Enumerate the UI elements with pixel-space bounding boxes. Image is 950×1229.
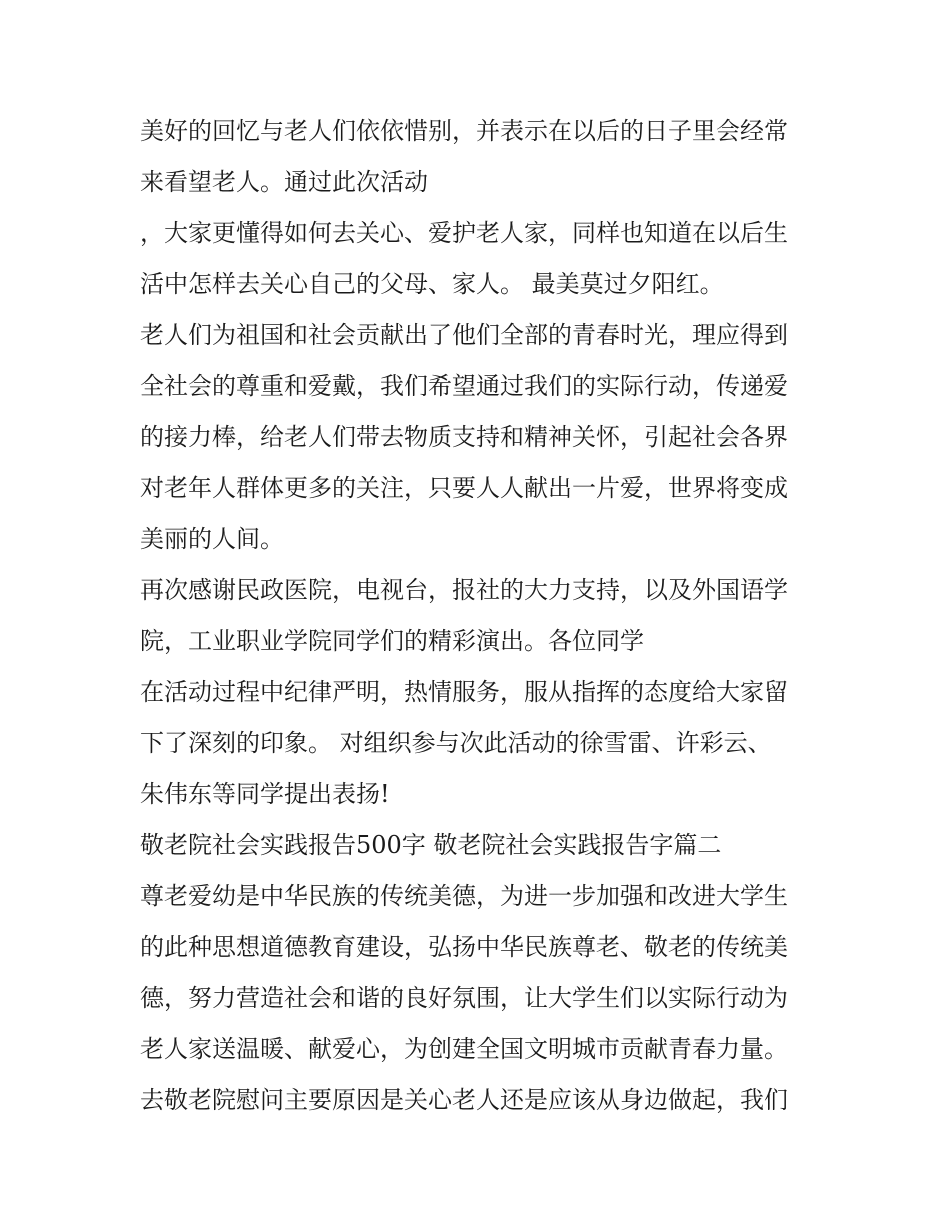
text-line: 下了深刻的印象。 对组织参与次此活动的徐雪雷、许彩云、: [140, 729, 772, 757]
section-heading: 敬老院社会实践报告500字 敬老院社会实践报告字篇二: [140, 831, 722, 859]
text-line: 朱伟东等同学提出表扬!: [140, 780, 390, 808]
text-line: 活中怎样去关心自己的父母、家人。 最美莫过夕阳红。: [140, 270, 724, 298]
text-line: 在活动过程中纪律严明，热情服务，服从指挥的态度给大家留: [140, 678, 788, 706]
document-body: [140, 106, 830, 1126]
text-line: 全社会的尊重和爱戴，我们希望通过我们的实际行动，传递爱: [140, 372, 788, 400]
text-line: 院，工业职业学院同学们的精彩演出。各位同学: [140, 627, 644, 655]
text-line: 美好的回忆与老人们依依惜别，并表示在以后的日子里会经常: [140, 117, 788, 145]
text-line: 老人们为祖国和社会贡献出了他们全部的青春时光，理应得到: [140, 321, 788, 349]
text-line: 对老年人群体更多的关注，只要人人献出一片爱，世界将变成: [140, 474, 788, 502]
text-line: ，大家更懂得如何去关心、爱护老人家，同样也知道在以后生: [140, 219, 788, 247]
text-line: 尊老爱幼是中华民族的传统美德，为进一步加强和改进大学生: [140, 882, 788, 910]
text-line: 去敬老院慰问主要原因是关心老人还是应该从身边做起，我们: [140, 1086, 788, 1114]
text-line: 的接力棒，给老人们带去物质支持和精神关怀，引起社会各界: [140, 423, 788, 451]
text-line: 的此种思想道德教育建设，弘扬中华民族尊老、敬老的传统美: [140, 933, 788, 961]
text-line: 德，努力营造社会和谐的良好氛围，让大学生们以实际行动为: [140, 984, 788, 1012]
text-line: 再次感谢民政医院，电视台，报社的大力支持，以及外国语学: [140, 576, 788, 604]
text-line: 美丽的人间。: [140, 525, 284, 553]
text-line: 老人家送温暖、献爱心，为创建全国文明城市贡献青春力量。: [140, 1035, 788, 1063]
text-line: 来看望老人。通过此次活动: [140, 168, 428, 196]
